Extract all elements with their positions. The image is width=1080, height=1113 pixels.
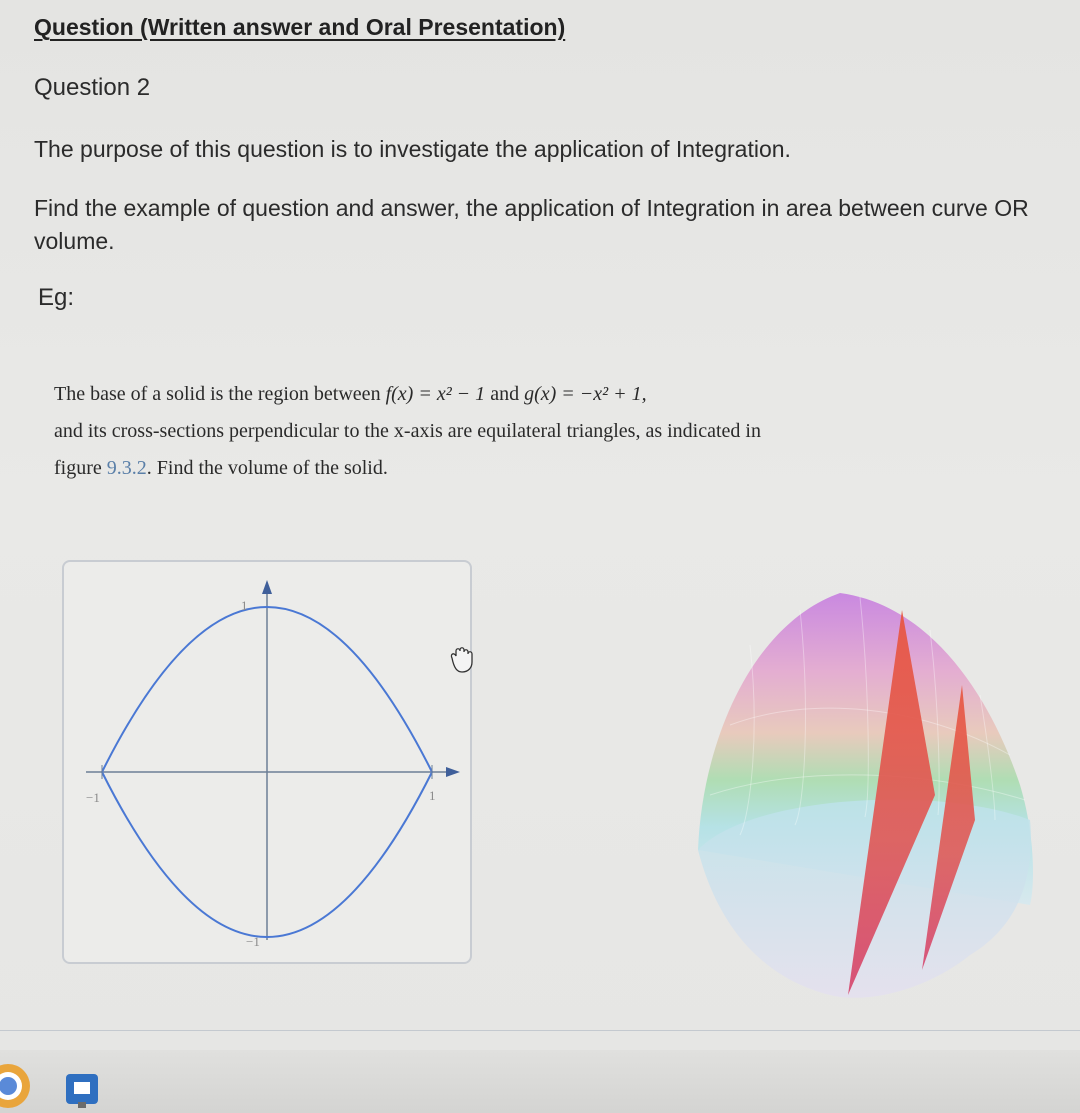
page-title: Question (Written answer and Oral Presentation) (34, 14, 566, 40)
y-tick-label-top: 1 (241, 598, 248, 613)
f-definition: f(x) = x² − 1 (385, 383, 486, 405)
x-axis-arrow (446, 767, 460, 777)
x-tick-label-right: 1 (429, 788, 436, 803)
graph-canvas (64, 562, 474, 966)
g-definition: g(x) = −x² + 1, (524, 383, 647, 405)
page-divider (0, 1030, 1080, 1031)
taskbar (0, 1050, 1080, 1113)
chrome-icon[interactable] (0, 1062, 40, 1112)
y-tick-label-bottom: −1 (246, 934, 260, 949)
problem-line-1: The base of a solid is the region between f(x) = x² − 1 and g(x) = −x² + 1, (54, 383, 647, 405)
problem-line-2: and its cross-sections perpendicular to the x-axis are equilateral triangles, as indicated in (54, 420, 761, 442)
solid-3d-figure[interactable] (690, 585, 1040, 1005)
figure-reference-link[interactable]: 9.3.2 (106, 457, 147, 479)
question-number: Question 2 (34, 74, 151, 101)
y-axis-arrow (262, 580, 272, 594)
hand-grab-icon (451, 648, 472, 672)
x-tick-label-left: −1 (86, 790, 100, 805)
example-problem (54, 376, 944, 487)
example-label: Eg: (38, 284, 75, 311)
app-icon[interactable] (64, 1072, 104, 1110)
instruction-paragraph: Find the example of question and answer, the application of Integration in area between curve OR volume. (34, 195, 1029, 254)
purpose-paragraph: The purpose of this question is to investigate the application of Integration. (34, 136, 791, 162)
problem-line-3: figure 9.3.2. Find the volume of the solid. (54, 457, 388, 479)
region-graph[interactable] (62, 560, 472, 964)
